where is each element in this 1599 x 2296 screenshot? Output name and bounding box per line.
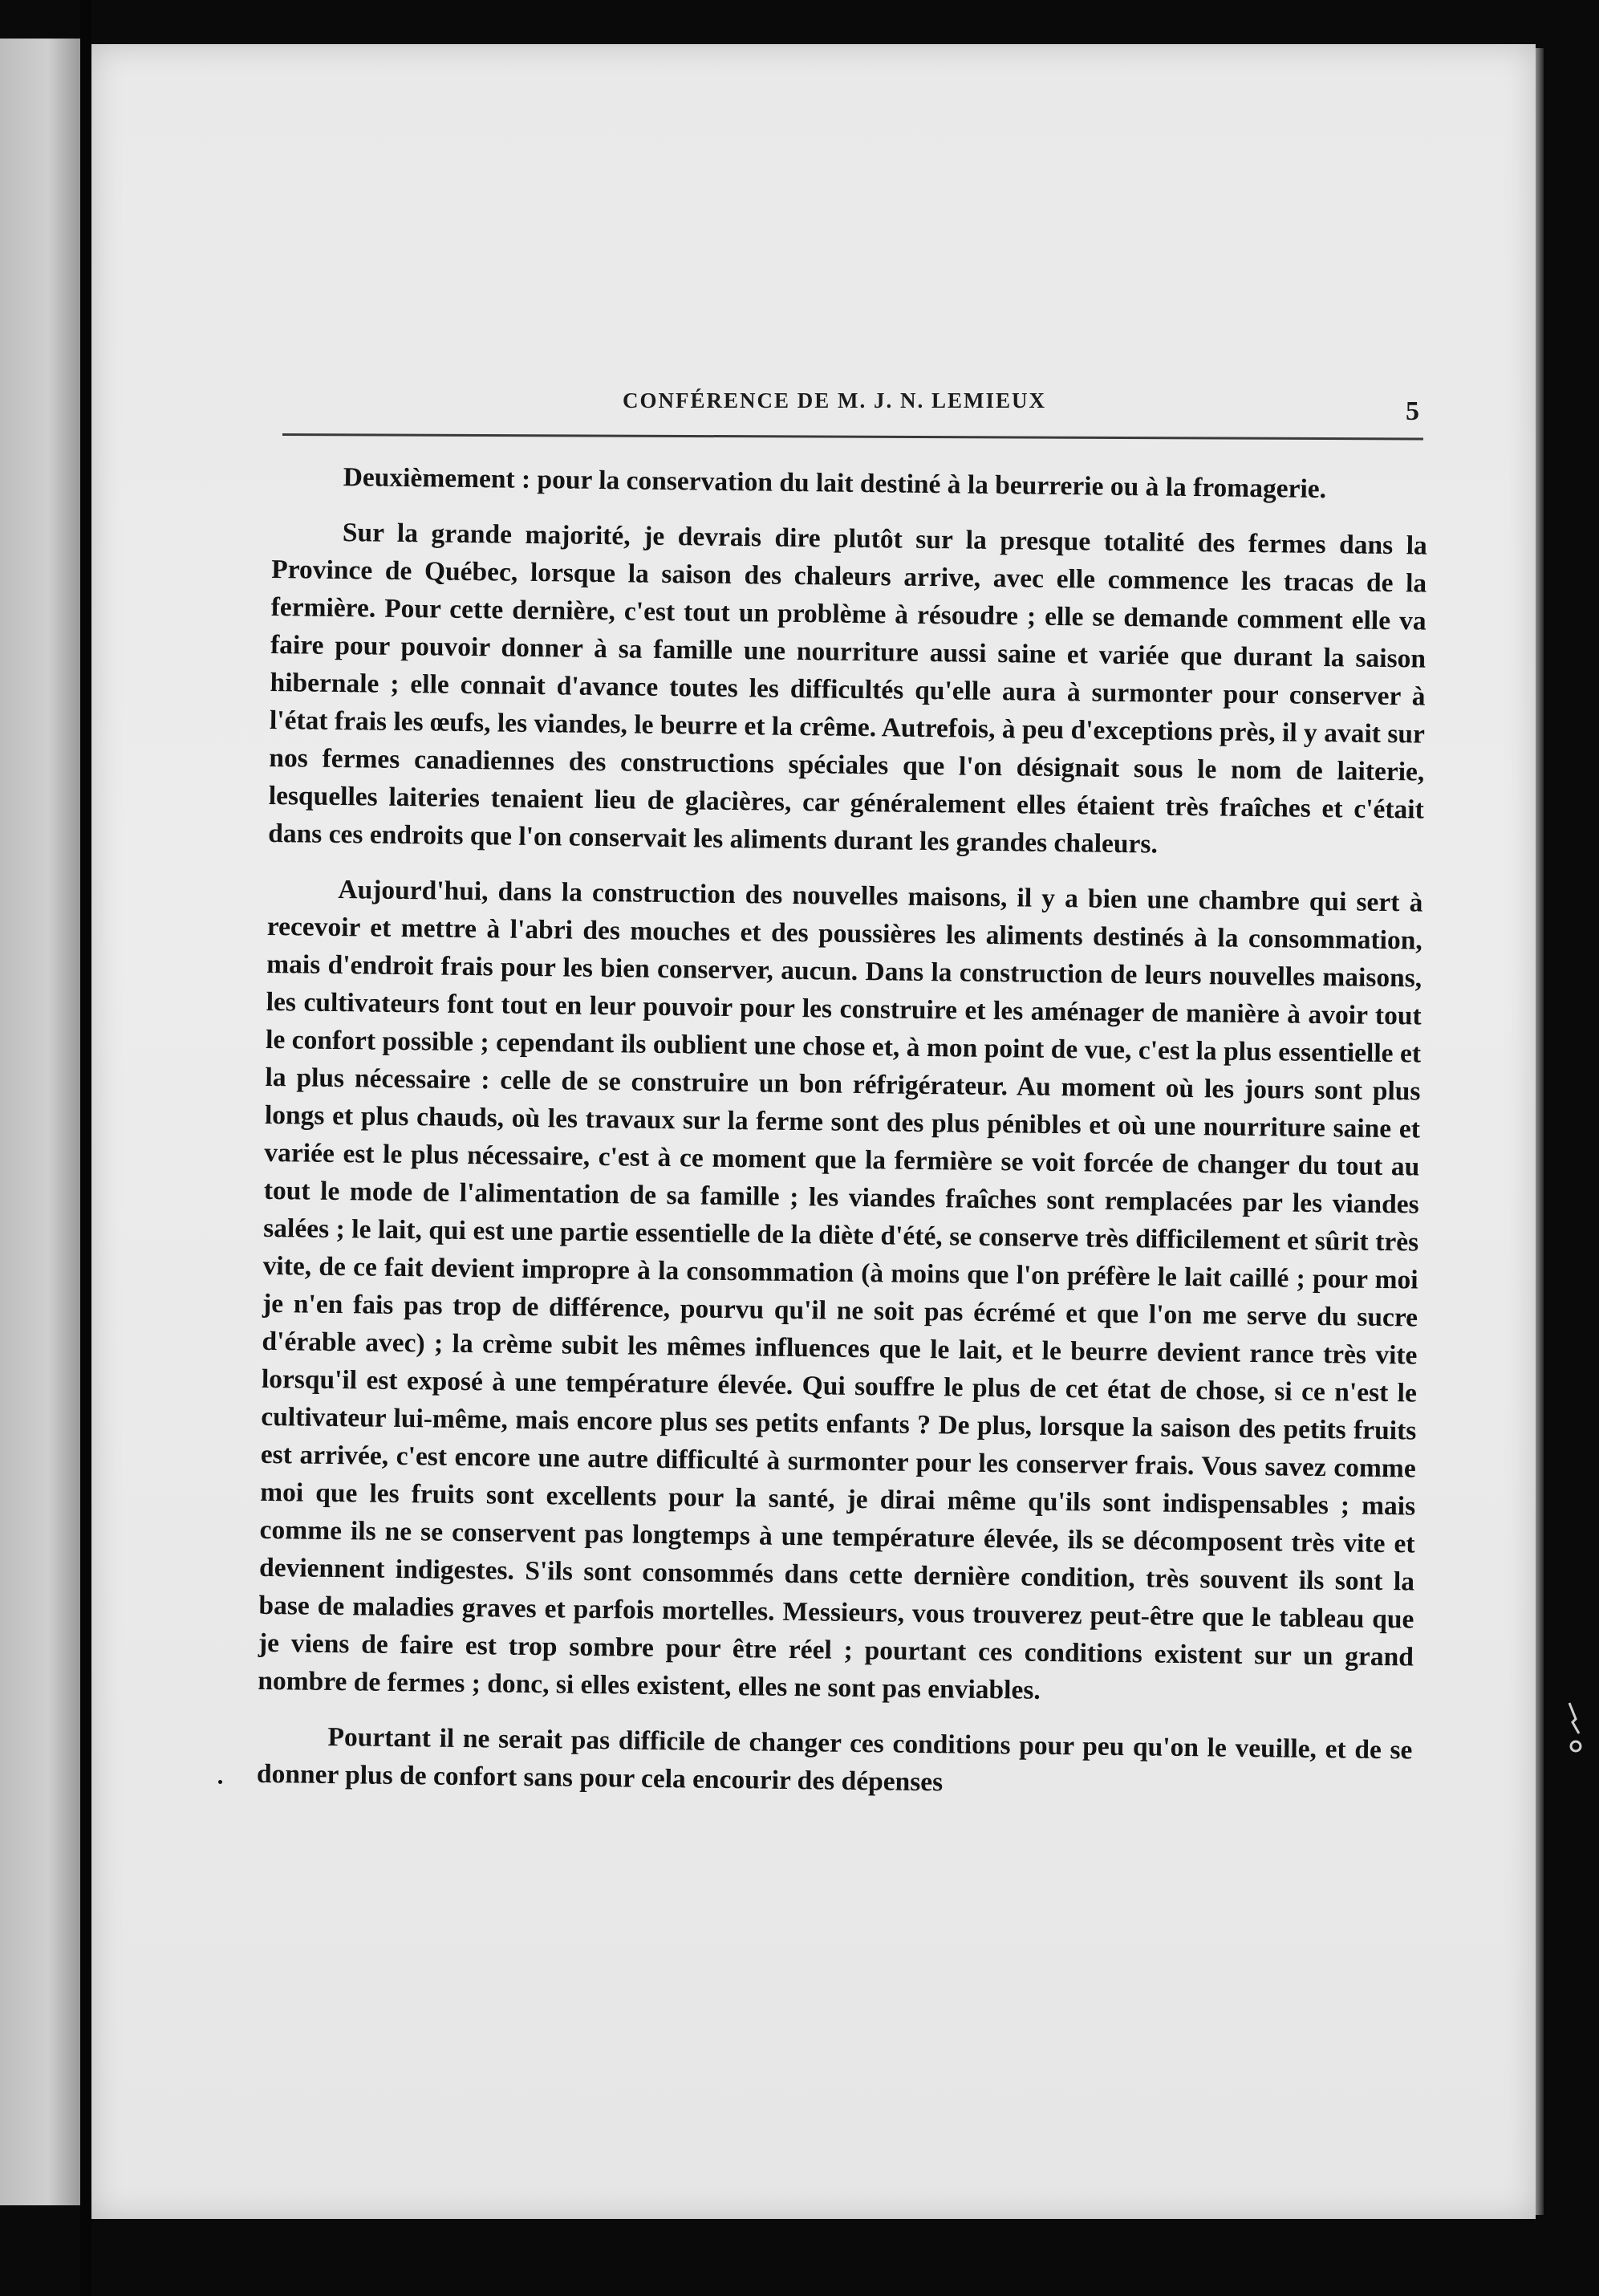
running-title: CONFÉRENCE DE M. J. N. LEMIEUX <box>622 388 1047 412</box>
book-gutter <box>80 0 91 2296</box>
paragraph: Sur la grande majorité, je devrais dire plutôt sur la presque totalité des fermes dans la Province de Québec, lorsque la saison des chaleurs arrive, avec elle commence les tracas de la fermière. Pour cette dernière, c'est tout un problème à résoudre ; elle se demande comment elle va faire pour pouvoir donner à sa famille une nourriture aussi saine et variée que durant la saison hibernale ; elle connait d'avance toutes les difficultés qu'elle aura à surmonter pour conserver à l'état frais les œufs, les viandes, le beurre et la crême. Autrefois, à peu d'exceptions près, il y avait sur nos fermes canadiennes des constructions spéciales que l'on désignait sous le nom de laiterie, lesquelles laiteries tenaient lieu de glacières, car généralement elles étaient très fraîches et c'était dans ces endroits que l'on conservait les aliments durant les grandes chaleurs. <box>268 518 1427 859</box>
paragraph: Pourtant il ne serait pas difficile de changer ces conditions pour peu qu'on le veuille, et de se donner plus de confort sans pour cela encourir des dépenses <box>256 1721 1413 1798</box>
page-number: 5 <box>1406 396 1419 426</box>
paragraph: Aujourd'hui, dans la construction des nouvelles maisons, il y a bien une chambre qui sert à recevoir et mettre à l'abri des mouches et des poussières les aliments destinés à la consommation, mais d'endroit frais pour les bien conserver, aucun. Dans la construction de leurs nouvelles maisons, les cultivateurs font tout en leur pouvoir pour les construire et les aménager de manière à avoir tout le confort possible ; cependant ils oublient une chose et, à mon point de vue, c'est la plus essentielle et la plus nécessaire : celle de se construire un bon réfrigérateur. Au moment où les jours sont plus longs et plus chauds, où les travaux sur la ferme sont des plus pénibles et où une nourriture saine et variée est le plus nécessaire, c'est à ce moment que la fermière se voit forcée de changer du tout au tout le mode de l'alimentation de sa famille ; les viandes fraîches sont remplacées par les viandes salées ; le lait, qui est une partie essentielle de la diète d'été, se conserve très difficilement et sûrit très vite, de ce fait devient impropre à la consommation (à moins que l'on préfère le lait caillé ; pour moi je n'en fais pas trop de différence, pourvu qu'il ne soit pas écrémé et que l'on me serve du sucre d'érable avec) ; la crème subit les mêmes influences que le lait, et le beurre devient rance très vite lorsqu'il est exposé à une température élevée. Qui souffre le plus de cet état de chose, si ce n'est le cultivateur lui-même, mais encore plus ses petits enfants ? De plus, lorsque la saison des petits fruits est arrivée, c'est encore une autre difficulté à surmonter pour les conserver frais. Vous savez comme moi que les fruits sont excellents pour la santé, je dirai même qu'ils sont indispensables ; mais comme ils ne se conservent pas longtemps à une température élevée, ils se décomposent très vite et deviennent indigestes. S'ils sont consommés dans cette dernière condition, très souvent ils sont la base de maladies graves et parfois mortelles. Messieurs, vous trouverez peut-être que le tableau que je viens de faire est trop sombre pour être réel ; pourtant ces conditions existent sur un grand nombre de fermes ; donc, si elles existent, elles ne sont pas enviables. <box>258 875 1423 1705</box>
body-text <box>256 457 1427 1824</box>
page-edge-shadow <box>1536 48 1544 2215</box>
facing-page-edge <box>0 39 80 2205</box>
paragraph: Deuxièmement : pour la conservation du lait destiné à la beurrerie ou à la fromagerie. <box>343 462 1327 505</box>
scan-speck <box>218 1780 222 1784</box>
scan-artifact-mark <box>1565 1701 1584 1758</box>
